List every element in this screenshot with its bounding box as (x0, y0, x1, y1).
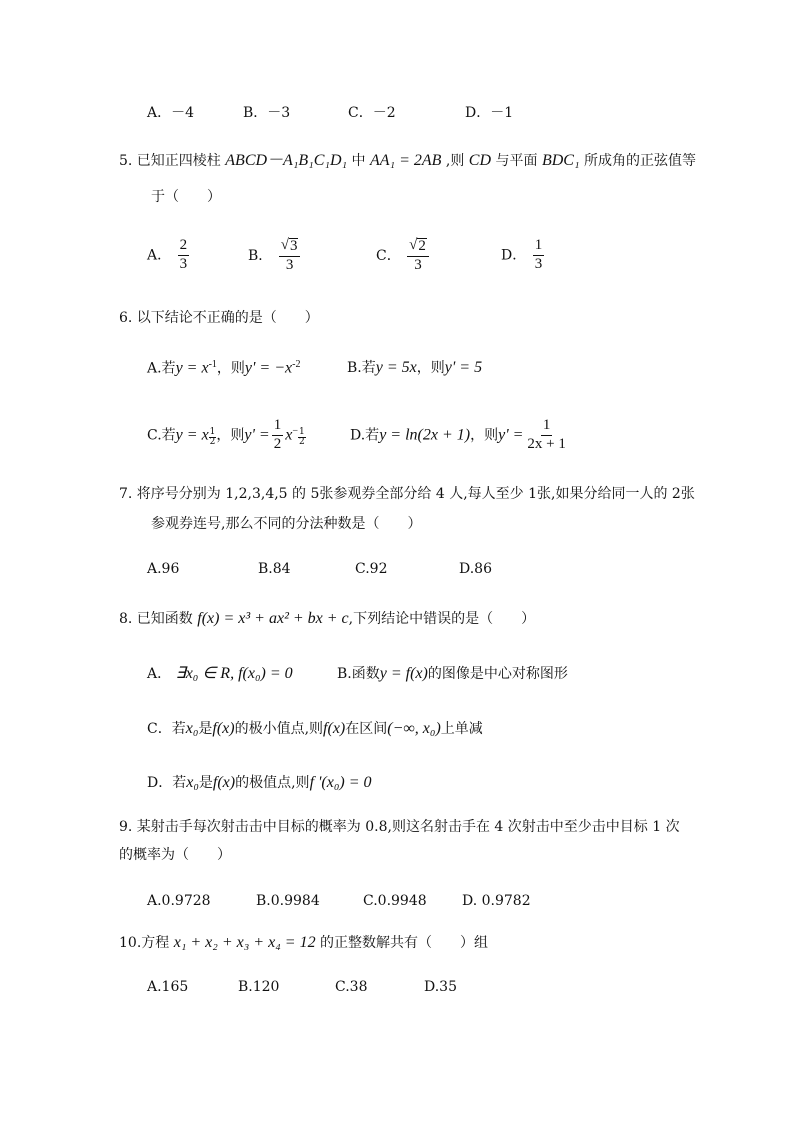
math-expr: f(x) (323, 720, 346, 737)
q5-text: 与平面 (495, 153, 538, 169)
q10-stem (119, 935, 488, 951)
q10-text: 的正整数解共有（ ）组 (320, 935, 489, 951)
q5-line-cd: CD (468, 152, 492, 169)
q9-option-d: D. 0.9782 (462, 893, 531, 909)
radicand: 2 (418, 238, 426, 254)
q6-option-a (147, 360, 300, 377)
math-expr: f(x) (212, 774, 236, 791)
numerator: 1 (533, 238, 545, 256)
q8-text: ,下列结论中错误的是（ ） (348, 611, 536, 627)
exponent: -2 (292, 359, 301, 370)
q5-option-b (248, 238, 302, 274)
q10-option-d: D.35 (424, 979, 457, 995)
denominator: 2 (298, 436, 305, 447)
option-text: 是 (198, 721, 213, 737)
q8-stem (119, 611, 535, 627)
q8-function: f(x) = x³ + ax² + bx + c (197, 610, 349, 627)
math-expr: y = 5x (375, 359, 417, 376)
math-expr: y' = (498, 426, 524, 444)
separator: ，则 (216, 360, 245, 377)
q10-text: 10.方程 (119, 935, 170, 951)
option-label: D．若 (147, 775, 187, 791)
option-text: 是 (198, 775, 213, 791)
separator: ，则 (216, 427, 245, 444)
numerator (279, 238, 301, 257)
math-expr: y = f(x) (379, 665, 428, 682)
q5-stem-line1 (119, 153, 696, 169)
math-expr: y = x (175, 359, 209, 377)
q8-option-b (337, 666, 568, 682)
option-text: 的图像是中心对称图形 (427, 666, 568, 682)
q10-option-b: B.120 (238, 979, 280, 995)
q7-option-d: D.86 (459, 561, 492, 577)
q6-option-c (147, 418, 306, 453)
numerator (407, 238, 429, 257)
math-expr: ∃x₀ ∈ R, f(x₀) = 0 (175, 665, 293, 682)
math-expr: x (285, 426, 293, 444)
option-label: C.若 (147, 427, 176, 444)
q5-condition: AA₁ = 2AB (369, 152, 442, 169)
q8-option-d (147, 775, 372, 791)
math-expr: y = x (175, 426, 209, 444)
q6-stem: 6. 以下结论不正确的是（ ） (119, 310, 319, 326)
minus-sign: − (292, 425, 298, 437)
option-text: 在区间 (345, 721, 388, 737)
q6-option-b (347, 360, 482, 376)
sqrt-symbol: √ 3 (280, 237, 298, 254)
q7-option-a: A.96 (147, 561, 180, 577)
q5-text: ,则 (445, 153, 465, 169)
option-text: 上单减 (440, 721, 483, 737)
q5-number: 5. 已知正四棱柱 (119, 153, 221, 169)
q7-option-b: B.84 (258, 561, 291, 577)
math-expr: x₀ (185, 720, 199, 737)
option-label: A． (147, 666, 172, 682)
q4-option-a: A．－4 (147, 105, 195, 121)
q5-text: 中 (351, 153, 366, 169)
fraction (533, 238, 545, 273)
q5-option-d (501, 238, 546, 273)
fraction (407, 238, 429, 274)
math-expr: y' = (244, 426, 270, 444)
option-label: B． (248, 247, 273, 264)
q5-option-c (376, 238, 431, 274)
fraction (525, 418, 567, 453)
fraction (279, 238, 301, 274)
denominator: 3 (534, 255, 543, 272)
q8-option-c (147, 721, 483, 737)
option-text: 的极小值点,则 (234, 721, 324, 737)
option-label: B.若 (347, 360, 376, 376)
q10-option-a: A.165 (147, 979, 189, 995)
fraction (272, 418, 284, 453)
q8-text: 8. 已知函数 (119, 611, 193, 627)
numerator: 1 (298, 426, 305, 437)
math-expr: (−∞, x₀) (387, 720, 441, 737)
denominator: 2x + 1 (527, 435, 566, 452)
option-label: D.若 (350, 427, 380, 444)
radicand: 3 (289, 238, 298, 254)
option-label: B.函数 (337, 666, 380, 682)
q9-option-b: B.0.9984 (256, 893, 320, 909)
q7-stem-line2: 参观券连号,那么不同的分法种数是（ ） (151, 516, 422, 532)
q6-option-d (350, 418, 570, 453)
math-expr: y' = −x (244, 359, 293, 377)
q7-option-c: C.92 (355, 561, 388, 577)
option-text: 的极值点,则 (235, 775, 310, 791)
option-label: A.若 (147, 360, 176, 377)
numerator: 1 (272, 418, 284, 436)
q5-text: 所成角的正弦值等 (583, 153, 696, 169)
q4-option-b: B．－3 (243, 105, 291, 121)
denominator: 3 (179, 255, 188, 272)
math-expr: f(x) (212, 720, 235, 737)
option-label: C．若 (147, 721, 186, 737)
math-expr: y' = 5 (444, 359, 483, 376)
denominator: 3 (285, 256, 294, 273)
q10-equation: x₁ + x₂ + x₃ + x₄ = 12 (173, 934, 316, 951)
q9-option-a: A.0.9728 (147, 893, 211, 909)
numerator: 1 (541, 418, 553, 436)
denominator: 2 (209, 436, 216, 447)
q4-option-d: D．－1 (465, 105, 514, 121)
q5-plane: BDC₁ (541, 152, 580, 169)
q5-prism: ABCD－A₁B₁C₁D₁ (225, 152, 348, 169)
sqrt-symbol: √ 2 (409, 237, 426, 254)
math-expr: y = ln(2x + 1) (379, 426, 471, 444)
q8-option-a (147, 666, 293, 682)
q10-option-c: C.38 (335, 979, 368, 995)
numerator: 1 (209, 426, 216, 437)
option-label: A． (147, 247, 172, 264)
option-label: D． (501, 247, 527, 264)
q7-stem-line1: 7. 将序号分别为 1,2,3,4,5 的 5张参观券全部分给 4 人,每人至少 1张,如果分给同一人的 2张 (119, 486, 695, 502)
fraction (178, 238, 190, 273)
q5-option-a (147, 238, 191, 273)
exponent: -1 (208, 359, 217, 370)
option-label: C． (376, 247, 401, 264)
numerator: 2 (178, 238, 190, 256)
denominator: 3 (414, 256, 422, 273)
q9-stem-line2: 的概率为（ ） (119, 847, 231, 863)
separator: ，则 (416, 360, 445, 376)
denominator: 2 (273, 435, 282, 452)
q4-option-c: C．－2 (348, 105, 396, 121)
math-expr: x₀ (186, 774, 199, 791)
q5-stem-line2: 于（ ） (151, 189, 221, 205)
exponent-fraction (298, 428, 306, 447)
q9-stem-line1: 9. 某射击手每次射击击中目标的概率为 0.8,则这名射击手在 4 次射击中至少击中目标 1 次 (119, 819, 680, 835)
math-expr: f '(x₀) = 0 (309, 774, 372, 791)
q9-option-c: C.0.9948 (363, 893, 427, 909)
separator: ，则 (470, 427, 499, 444)
